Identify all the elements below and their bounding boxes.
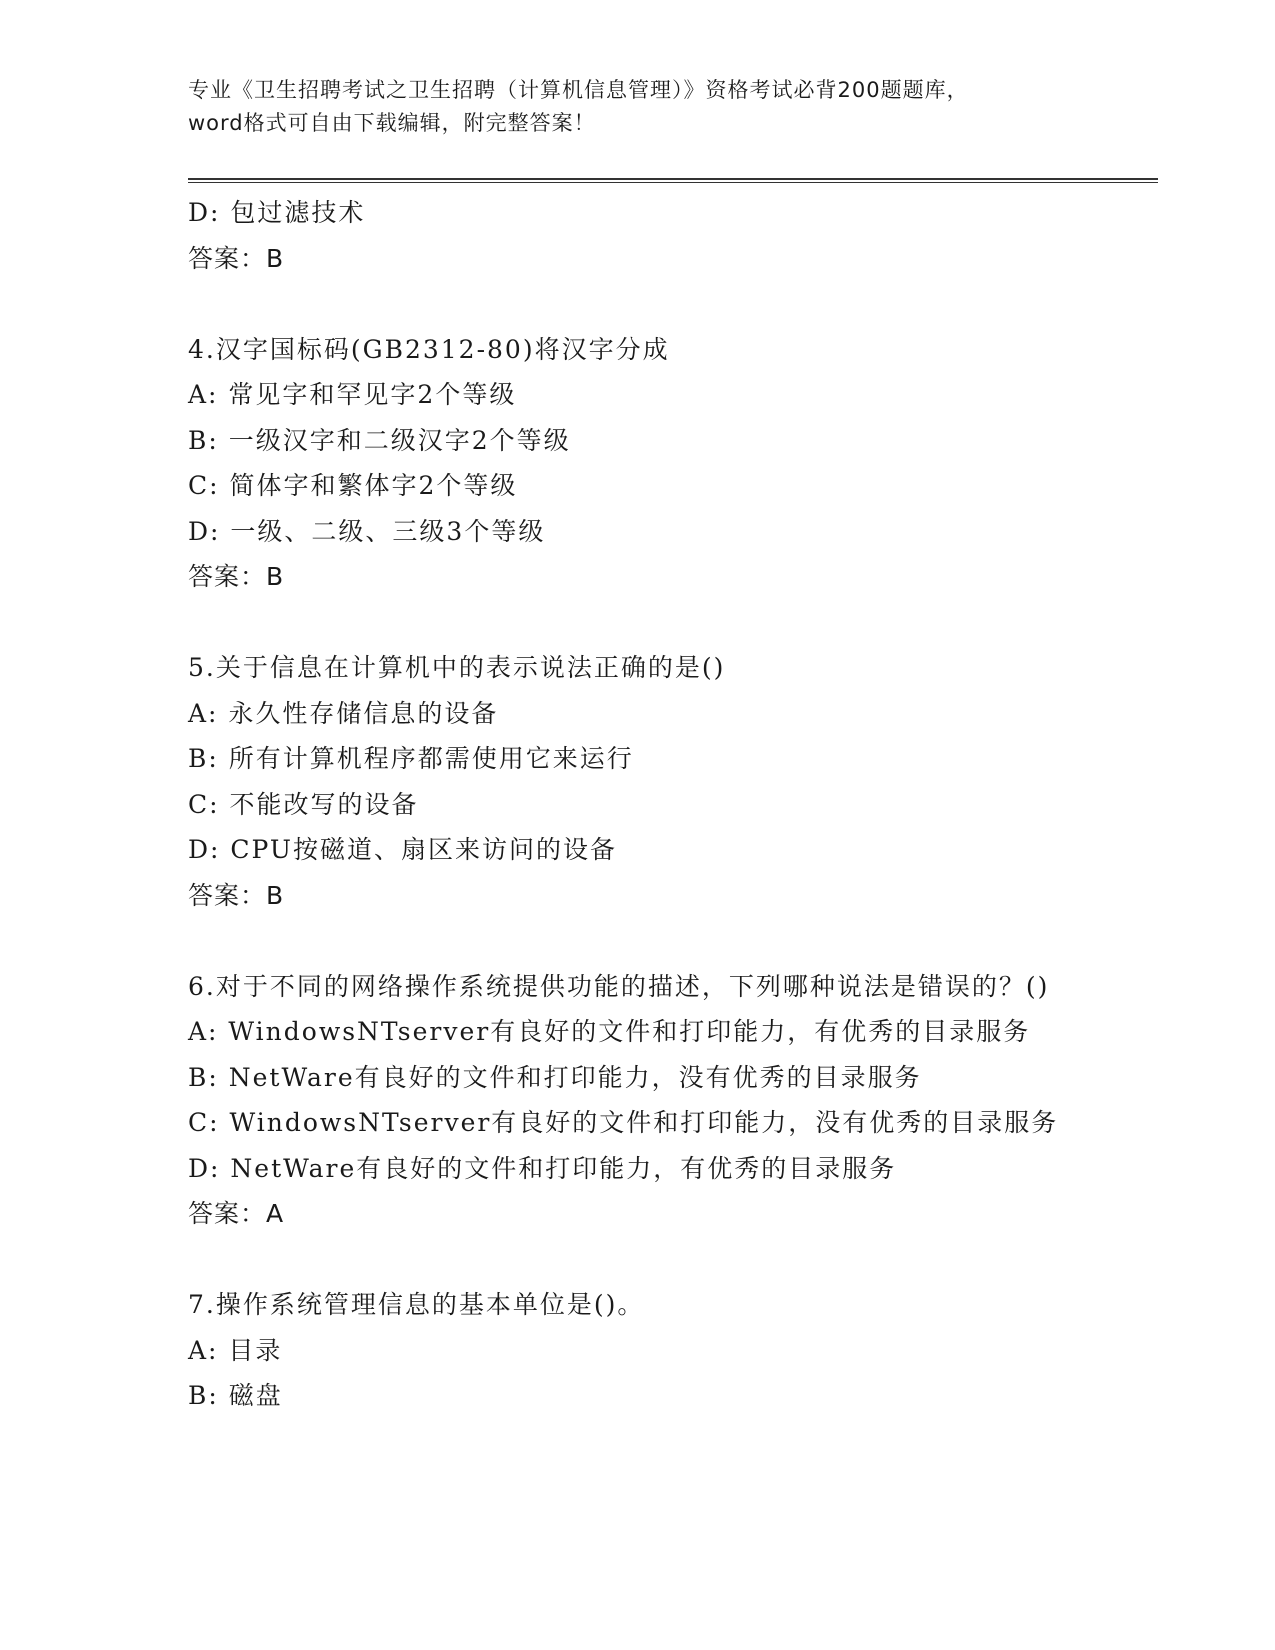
question-answer: 答案：B	[188, 562, 285, 591]
spacer	[188, 281, 1158, 327]
question-option-a: A: 目录	[188, 1335, 283, 1365]
question-block	[188, 645, 1158, 918]
spacer	[188, 1237, 1158, 1283]
question-option-b: B: 一级汉字和二级汉字2个等级	[188, 425, 571, 455]
header-title-line-1: 专业《卫生招聘考试之卫生招聘（计算机信息管理）》资格考试必背200题题库，	[188, 78, 969, 102]
question-stem: 7.操作系统管理信息的基本单位是()。	[188, 1290, 645, 1319]
question-option-b: B: 所有计算机程序都需使用它来运行	[188, 744, 634, 773]
question-option-b: B: 磁盘	[188, 1381, 283, 1410]
question-answer: 答案：A	[188, 1199, 285, 1228]
question-option-c: C: WindowsNTserver有良好的文件和打印能力，没有优秀的目录服务	[188, 1108, 1059, 1137]
spacer	[188, 600, 1158, 646]
question-list	[188, 190, 1158, 1419]
question-block	[188, 327, 1158, 600]
question-stem: 5.关于信息在计算机中的表示说法正确的是()	[188, 653, 726, 682]
question-option-a: A: WindowsNTserver有良好的文件和打印能力，有优秀的目录服务	[188, 1017, 1031, 1046]
prev-question-answer: 答案：B	[188, 243, 285, 273]
question-answer: 答案：B	[188, 880, 285, 910]
question-stem: 4.汉字国标码(GB2312-80)将汉字分成	[188, 334, 670, 364]
question-stem: 6.对于不同的网络操作系统提供功能的描述，下列哪种说法是错误的？()	[188, 971, 1050, 1001]
question-option-d: D: CPU按磁道、扇区来访问的设备	[188, 835, 617, 864]
question-option-a: A: 常见字和罕见字2个等级	[188, 380, 517, 409]
question-option-d: D: NetWare有良好的文件和打印能力，有优秀的目录服务	[188, 1153, 897, 1183]
question-block	[188, 1282, 1158, 1419]
prev-question-option-d: D: 包过滤技术	[188, 198, 366, 227]
header-divider	[188, 178, 1158, 183]
page-header	[188, 74, 1088, 140]
question-option-b: B: NetWare有良好的文件和打印能力，没有优秀的目录服务	[188, 1062, 922, 1092]
question-option-d: D: 一级、二级、三级3个等级	[188, 516, 546, 546]
spacer	[188, 918, 1158, 964]
question-option-a: A: 永久性存储信息的设备	[188, 698, 499, 728]
question-option-c: C: 不能改写的设备	[188, 789, 419, 819]
question-block	[188, 964, 1158, 1237]
header-title-line-2: word格式可自由下载编辑，附完整答案！	[188, 111, 596, 135]
question-option-c: C: 简体字和繁体字2个等级	[188, 471, 518, 500]
